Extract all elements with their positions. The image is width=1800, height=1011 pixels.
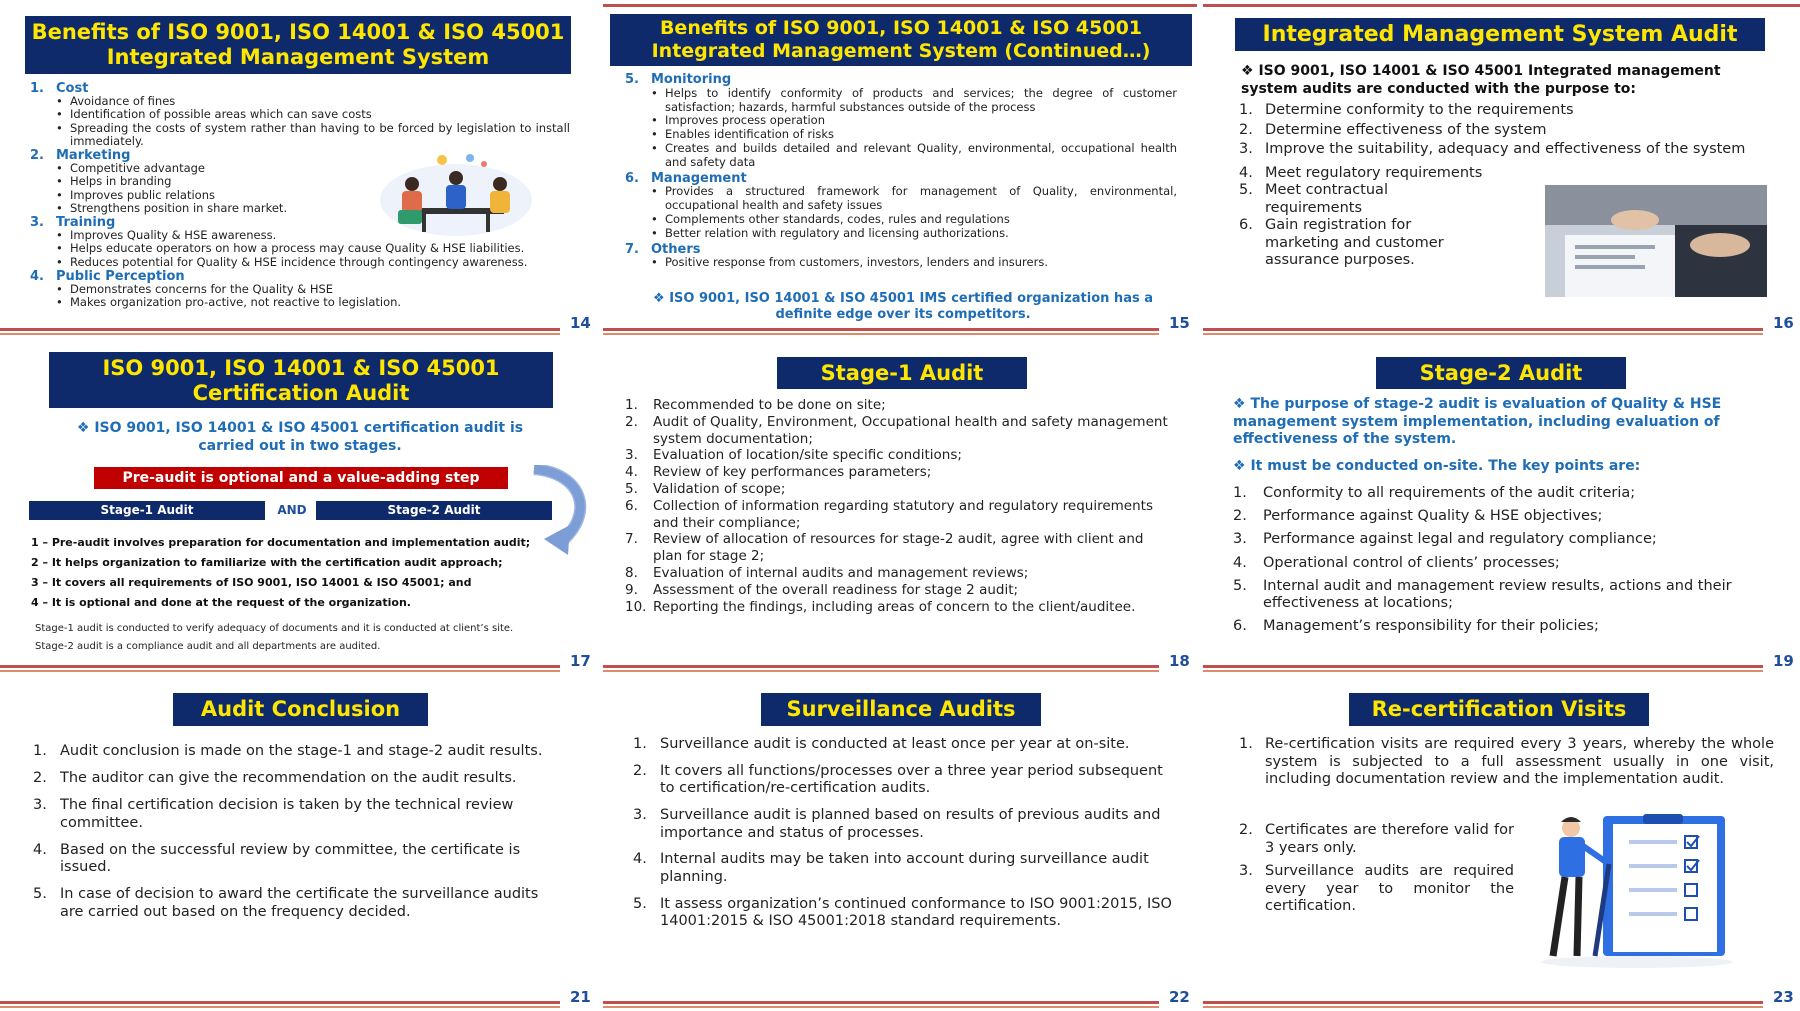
purpose-item xyxy=(1239,122,1774,140)
item-number: 2. xyxy=(625,413,638,430)
footer-rule xyxy=(603,1001,1159,1004)
footer-rule xyxy=(603,333,1159,335)
section-number: 6. xyxy=(625,170,639,186)
bullet-item: • Spreading the costs of system rather than having to be forced by legislation to install immediately. xyxy=(52,122,570,148)
bullet-item: • Positive response from customers, investors, lenders and insurers. xyxy=(647,256,1177,270)
preaudit-point: 1 – Pre-audit involves preparation for documentation and implementation audit; xyxy=(31,536,531,549)
recert-items xyxy=(1239,822,1514,916)
item-number: 4. xyxy=(1239,164,1253,181)
section-number: 7. xyxy=(625,241,639,257)
footer-rule xyxy=(0,328,560,331)
section-heading xyxy=(625,243,1177,257)
surveillance-item xyxy=(633,896,1178,931)
page-number: 15 xyxy=(1169,314,1190,332)
item-number: 2. xyxy=(1233,508,1247,525)
item-text: It covers all functions/processes over a three year period subsequent to certification/re-certification audits. xyxy=(660,762,1163,797)
item-text: It assess organization’s continued conformance to ISO 9001:2015, ISO 14001:2015 & ISO 45001:2018 standard requirements. xyxy=(660,895,1172,930)
item-number: 3. xyxy=(625,447,638,464)
item-text: Improve the suitability, adequacy and effectiveness of the system xyxy=(1265,141,1746,157)
section-number: 4. xyxy=(30,268,44,284)
section-number: 2. xyxy=(30,148,44,164)
purpose-item-group xyxy=(1239,165,1484,270)
surveillance-item xyxy=(633,851,1178,886)
surveillance-item xyxy=(633,763,1178,798)
conclusion-item xyxy=(33,770,563,788)
purpose-item xyxy=(1239,217,1484,270)
item-number: 5. xyxy=(1239,182,1253,198)
bullet-list xyxy=(52,95,570,148)
page-number: 21 xyxy=(570,988,591,1006)
slide-title: Integrated Management System Audit xyxy=(1235,18,1765,51)
slide-title: ISO 9001, ISO 14001 & ISO 45001 Certification Audit xyxy=(49,352,553,408)
item-number: 1. xyxy=(1233,485,1247,501)
item-number: 7. xyxy=(625,531,638,548)
recert-item-1 xyxy=(1239,736,1774,789)
page-number: 23 xyxy=(1773,988,1794,1006)
slide-title: Benefits of ISO 9001, ISO 14001 & ISO 45001 Integrated Management System (Continued…) xyxy=(610,14,1192,66)
item-text: Review of allocation of resources for stage-2 audit, agree with client and plan for stage 2; xyxy=(653,531,1144,565)
footer-rule xyxy=(603,670,1159,672)
preaudit-point: 3 – It covers all requirements of ISO 9001, ISO 14001 & ISO 45001; and xyxy=(31,576,472,589)
item-text: Reporting the findings, including areas of concern to the client/auditee. xyxy=(653,598,1136,615)
footer-rule xyxy=(1203,328,1763,331)
bullet-item: • Strengthens position in share market. xyxy=(52,202,570,215)
page-number: 19 xyxy=(1773,652,1794,670)
slide-18 xyxy=(603,340,1197,672)
bullet-item: • Provides a structured framework for management of Quality, environmental, occupational health and safety issues xyxy=(647,185,1177,213)
item-text: Audit of Quality, Environment, Occupational health and safety management system documentation; xyxy=(653,413,1168,447)
footer-rule xyxy=(0,1006,560,1008)
item-number: 3. xyxy=(1233,531,1247,548)
item-number: 3. xyxy=(1239,141,1253,157)
item-number: 1. xyxy=(33,743,47,759)
item-number: 2. xyxy=(33,770,47,786)
slide-23 xyxy=(1203,676,1800,1011)
stage-2-item xyxy=(1233,618,1773,636)
item-text: Review of key performances parameters; xyxy=(653,464,932,481)
item-number: 6. xyxy=(1233,618,1247,635)
item-text: Surveillance audit is conducted at least once per year at on-site. xyxy=(660,736,1130,752)
stage-1-item xyxy=(625,498,1175,532)
item-number: 4. xyxy=(33,841,47,858)
stage-1-item xyxy=(625,582,1175,599)
stage-2-item xyxy=(1233,485,1773,503)
conclusion-item xyxy=(33,842,563,877)
item-text: Evaluation of internal audits and management reviews; xyxy=(653,564,1029,581)
stage-1-item xyxy=(625,414,1175,448)
section-label: Training xyxy=(56,215,116,231)
business-meeting-photo xyxy=(1545,185,1767,297)
item-number: 3. xyxy=(1239,863,1253,879)
surveillance-item xyxy=(633,736,1178,754)
item-text: The final certification decision is taken by the technical review committee. xyxy=(60,797,514,831)
page-number: 14 xyxy=(570,314,591,332)
item-text: Recommended to be done on site; xyxy=(653,397,886,413)
stage-1-item xyxy=(625,481,1175,498)
item-number: 3. xyxy=(633,807,647,824)
bullet-item: • Enables identification of risks xyxy=(647,128,1177,142)
slide-title: Re-certification Visits xyxy=(1349,693,1649,726)
item-number: 1. xyxy=(625,397,638,413)
slide-title: Benefits of ISO 9001, ISO 14001 & ISO 45001 Integrated Management System xyxy=(25,16,571,74)
footer-rule xyxy=(603,665,1159,668)
stage-1-item xyxy=(625,565,1175,582)
slide-title: Stage-1 Audit xyxy=(777,357,1027,389)
section-label: Marketing xyxy=(56,148,131,164)
section-label: Cost xyxy=(56,81,89,96)
page-number: 16 xyxy=(1773,314,1794,332)
item-text: Certificates are therefore valid for 3 years only. xyxy=(1265,822,1514,856)
stage-1-item xyxy=(625,531,1175,565)
bullet-list xyxy=(647,185,1177,240)
benefits-list xyxy=(625,73,1177,270)
item-number: 2. xyxy=(633,762,647,779)
section-label: Monitoring xyxy=(651,72,732,87)
conclusion-item xyxy=(33,743,563,761)
item-text: Determine conformity to the requirements xyxy=(1265,102,1574,118)
stage-2-key-points xyxy=(1233,485,1773,636)
stage-1-item xyxy=(625,447,1175,464)
item-text: Meet regulatory requirements xyxy=(1265,164,1483,181)
stage-2-label: Stage-2 Audit xyxy=(316,501,552,520)
bullet-item: • Reduces potential for Quality & HSE incidence through contingency awareness. xyxy=(52,256,570,269)
bullet-list xyxy=(647,256,1177,270)
item-text: Validation of scope; xyxy=(653,480,786,497)
preaudit-point: 2 – It helps organization to familiarize with the certification audit approach; xyxy=(31,556,503,569)
recert-item xyxy=(1239,822,1514,857)
and-label: AND xyxy=(277,503,307,517)
item-text: Re-certification visits are required every 3 years, whereby the whole system is subjected to a full assessment usually in one visit, including documentation review and the implementation audit. xyxy=(1265,736,1774,787)
slide-15 xyxy=(603,0,1197,336)
footer-rule xyxy=(1203,665,1763,668)
checklist-illustration xyxy=(1533,806,1743,976)
bullet-item: • Complements other standards, codes, rules and regulations xyxy=(647,213,1177,227)
purpose-item xyxy=(1239,182,1484,217)
footer-rule xyxy=(1203,333,1763,335)
item-text: Performance against Quality & HSE objectives; xyxy=(1263,508,1603,525)
surveillance-item xyxy=(633,807,1178,842)
preaudit-point: 4 – It is optional and done at the request of the organization. xyxy=(31,596,411,609)
footer-rule xyxy=(0,670,560,672)
item-text: Management’s responsibility for their policies; xyxy=(1263,618,1599,635)
bullet-item: • Better relation with regulatory and licensing authorizations. xyxy=(647,227,1177,241)
closing-statement: ❖ ISO 9001, ISO 14001 & ISO 45001 IMS certified organization has a definite edge over its competitors. xyxy=(653,291,1153,322)
bullet-item: • Helps in branding xyxy=(52,175,570,188)
item-text: Collection of information regarding statutory and regulatory requirements and their compliance; xyxy=(653,497,1153,531)
item-text: Surveillance audits are required every year to monitor the certification. xyxy=(1265,863,1514,914)
section-label: Management xyxy=(651,170,747,186)
slide-16 xyxy=(1203,0,1800,336)
item-text: Surveillance audit is planned based on results of previous audits and importance and status of processes. xyxy=(660,807,1161,841)
header-rule xyxy=(1203,4,1800,7)
item-number: 6. xyxy=(1239,217,1253,233)
preaudit-points xyxy=(31,533,561,613)
conclusion-item xyxy=(33,797,563,832)
recert-item xyxy=(1239,736,1774,789)
item-text: Audit conclusion is made on the stage-1 and stage-2 audit results. xyxy=(60,743,543,759)
item-text: Operational control of clients’ processes; xyxy=(1263,554,1560,571)
item-text: Gain registration for marketing and customer assurance purposes. xyxy=(1265,217,1444,268)
item-text: The auditor can give the recommendation on the audit results. xyxy=(60,770,517,786)
section-number: 3. xyxy=(30,215,44,231)
slide-title: Surveillance Audits xyxy=(761,693,1041,726)
item-number: 1. xyxy=(633,736,647,752)
slide-22 xyxy=(603,676,1197,1011)
item-text: Conformity to all requirements of the audit criteria; xyxy=(1263,485,1636,501)
bullet-item: • Helps to identify conformity of products and services; the degree of customer satisfaction; hazards, harmful substances outside of the process xyxy=(647,87,1177,115)
item-number: 5. xyxy=(33,886,47,902)
footer-rule xyxy=(603,328,1159,331)
item-number: 9. xyxy=(625,581,638,598)
item-text: In case of decision to award the certificate the surveillance audits are carried out based on the frequency decided. xyxy=(60,886,539,920)
stage-2-onsite: ❖ It must be conducted on-site. The key points are: xyxy=(1233,458,1641,474)
slide-title: Audit Conclusion xyxy=(173,693,428,726)
item-number: 4. xyxy=(1233,554,1247,571)
certification-intro: ❖ ISO 9001, ISO 14001 & ISO 45001 certification audit is carried out in two stages. xyxy=(76,420,524,454)
item-number: 10. xyxy=(625,598,647,615)
footer-rule xyxy=(1203,1001,1763,1004)
footer-rule xyxy=(1203,1006,1763,1008)
bullet-item: • Improves public relations xyxy=(52,189,570,202)
purpose-item xyxy=(1239,102,1774,120)
section-label: Public Perception xyxy=(56,268,185,284)
purpose-item xyxy=(1239,141,1774,159)
page-number: 22 xyxy=(1169,988,1190,1006)
item-number: 5. xyxy=(633,895,647,912)
item-number: 4. xyxy=(633,851,647,868)
page-number: 17 xyxy=(570,652,591,670)
bullet-item: • Improves process operation xyxy=(647,114,1177,128)
conclusion-item xyxy=(33,886,563,921)
item-text: Internal audit and management review results, actions and their effectiveness at locations; xyxy=(1263,577,1732,612)
slide-17 xyxy=(0,340,597,672)
stage-2-note: Stage-2 audit is a compliance audit and all departments are audited. xyxy=(35,641,381,652)
preaudit-banner: Pre-audit is optional and a value-adding step xyxy=(94,467,508,489)
slide-21 xyxy=(0,676,597,1011)
item-text: Determine effectiveness of the system xyxy=(1265,121,1547,138)
section-heading xyxy=(625,172,1177,186)
section-label: Others xyxy=(651,241,701,257)
stage-2-item xyxy=(1233,578,1773,613)
audit-conclusion-list xyxy=(33,743,563,921)
item-number: 1. xyxy=(1239,736,1253,752)
footer-rule xyxy=(603,1006,1159,1008)
team-meeting-illustration xyxy=(372,150,540,238)
item-number: 6. xyxy=(625,497,638,514)
footer-rule xyxy=(1203,670,1763,672)
stage-2-item xyxy=(1233,508,1773,526)
bullet-item: • Creates and builds detailed and relevant Quality, environmental, occupational health and safety data xyxy=(647,142,1177,170)
bullet-item: • Avoidance of fines xyxy=(52,95,570,108)
footer-rule xyxy=(0,1001,560,1004)
page-number: 18 xyxy=(1169,652,1190,670)
section-heading xyxy=(625,73,1177,87)
section-number: 1. xyxy=(30,81,44,96)
stage-1-note: Stage-1 audit is conducted to verify adequacy of documents and it is conducted at client’s site. xyxy=(35,623,514,634)
item-number: 5. xyxy=(625,480,638,497)
audit-intro: ❖ ISO 9001, ISO 14001 & ISO 45001 Integrated management system audits are conducted with the purpose to: xyxy=(1241,63,1721,97)
bullet-item: • Makes organization pro-active, not reactive to legislation. xyxy=(52,296,570,309)
slide-19 xyxy=(1203,340,1800,672)
stage-1-label: Stage-1 Audit xyxy=(29,501,265,520)
bullet-item: • Demonstrates concerns for the Quality & HSE xyxy=(52,283,570,296)
recert-item xyxy=(1239,863,1514,916)
surveillance-list xyxy=(633,736,1178,931)
purpose-item xyxy=(1239,165,1484,183)
bullet-item: • Helps educate operators on how a process may cause Quality & HSE liabilities. xyxy=(52,242,570,255)
bullet-item: • Competitive advantage xyxy=(52,162,570,175)
item-number: 4. xyxy=(625,464,638,481)
stage-2-purpose: ❖ The purpose of stage-2 audit is evaluation of Quality & HSE management system implementation, including evaluation of effectiveness of the system. xyxy=(1233,396,1722,447)
item-number: 5. xyxy=(1233,577,1247,594)
bullet-list xyxy=(647,87,1177,170)
item-text: Performance against legal and regulatory compliance; xyxy=(1263,531,1657,548)
stage-2-item xyxy=(1233,531,1773,549)
bullet-item: • Identification of possible areas which can save costs xyxy=(52,108,570,121)
section-number: 5. xyxy=(625,72,639,87)
stage-1-item xyxy=(625,397,1175,414)
bullet-item: • Improves Quality & HSE awareness. xyxy=(52,229,570,242)
slide-14 xyxy=(0,0,597,336)
bullet-list xyxy=(52,283,570,309)
item-number: 2. xyxy=(1239,121,1253,138)
item-number: 3. xyxy=(33,797,47,813)
item-text: Based on the successful review by committee, the certificate is issued. xyxy=(60,841,521,875)
item-number: 1. xyxy=(1239,102,1253,118)
stage-1-item xyxy=(625,599,1175,616)
footer-rule xyxy=(0,665,560,668)
stage-2-item xyxy=(1233,555,1773,573)
item-text: Assessment of the overall readiness for stage 2 audit; xyxy=(653,581,1019,598)
stage-1-list xyxy=(625,397,1175,615)
item-text: Meet contractual requirements xyxy=(1265,182,1388,216)
slide-title: Stage-2 Audit xyxy=(1376,357,1626,389)
item-number: 2. xyxy=(1239,822,1253,838)
item-text: Evaluation of location/site specific conditions; xyxy=(653,447,962,464)
header-rule xyxy=(603,4,1197,7)
stage-1-item xyxy=(625,464,1175,481)
footer-rule xyxy=(0,333,560,335)
item-text: Internal audits may be taken into account during surveillance audit planning. xyxy=(660,851,1149,885)
item-number: 8. xyxy=(625,564,638,581)
